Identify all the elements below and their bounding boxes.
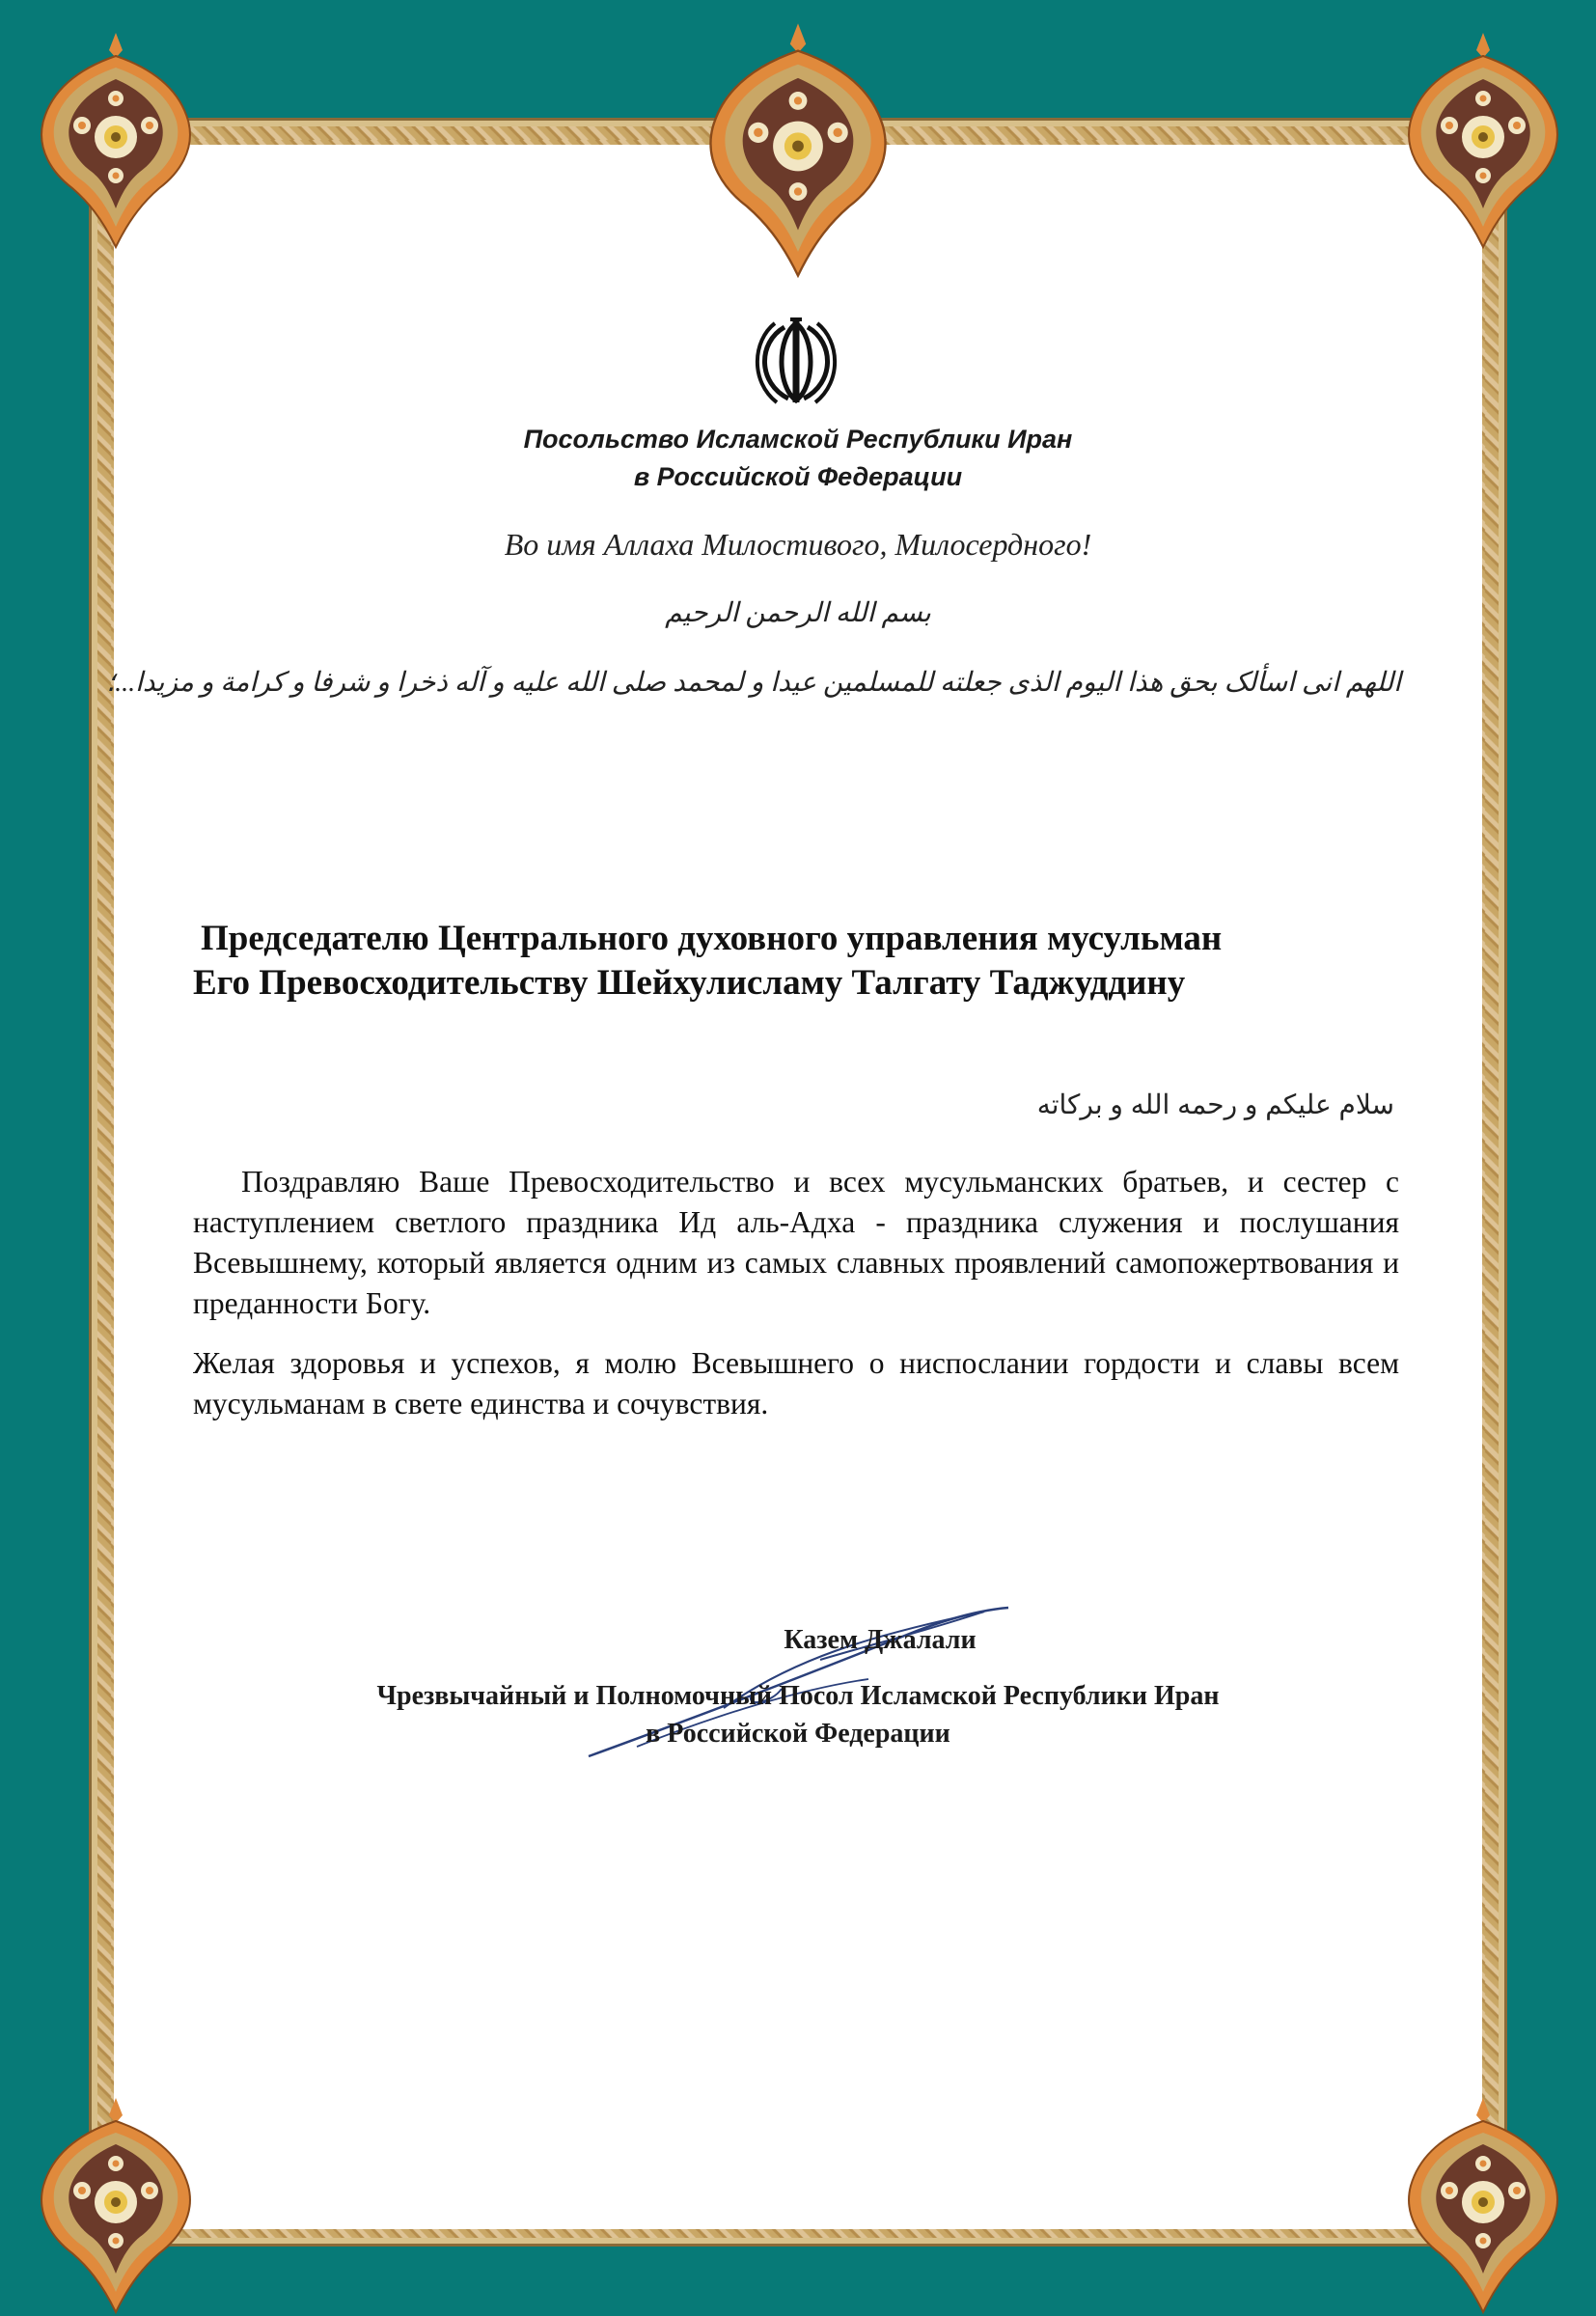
signatory-title-line-2: в Российской Федерации: [646, 1719, 950, 1749]
body-paragraph-1: Поздравляю Ваше Превосходительство и всех мусульманских братьев, и сестер с наступлением светлого праздника Ид аль-Адха - праздника служения и послушания Всевышнему, который является одним из самых славных проявлений самопожертвования и преданности Богу.: [193, 1165, 1399, 1320]
signature-block: [289, 1621, 1307, 1752]
signatory-name: Казем Джалали: [784, 1625, 977, 1655]
center-ornament-top: [702, 10, 894, 290]
invocation-russian: Во имя Аллаха Милостивого, Милосердного!: [504, 527, 1092, 562]
invocation-arabic-dua: اللهم انی اسألک بحق هذا الیوم الذی جعلته للمسلمین عیدا و لمحمد صلی الله علیه و آله ذخرا و شرفا و کرامة و مزیدا...؛: [106, 668, 1401, 698]
invocation-arabic-basmala: بسم الله الرحمن الرحیم: [665, 598, 931, 628]
embassy-name: [386, 421, 1210, 496]
signatory-title: [289, 1677, 1307, 1752]
corner-ornament-bottom-left: [34, 2094, 198, 2316]
arabic-greeting: سلام علیکم و رحمه الله و برکاته: [1036, 1089, 1394, 1119]
embassy-line-1: Посольство Исламской Республики Иран: [523, 425, 1073, 454]
letter-body: [193, 1162, 1399, 1444]
signatory-title-line-1: Чрезвычайный и Полномочный Посол Исламской Республики Иран: [376, 1681, 1220, 1711]
addressee-line-2: Его Превосходительству Шейхулисламу Талгату Таджуддину: [193, 963, 1186, 1003]
embassy-line-2: в Российской Федерации: [633, 462, 963, 491]
corner-ornament-top-left: [34, 29, 198, 251]
addressee-block: [193, 917, 1399, 1006]
addressee-line-1: Председателю Центрального духовного управления мусульман: [201, 919, 1223, 958]
body-paragraph-2: Желая здоровья и успехов, я молю Всевышнего о ниспослании гордости и славы всем мусульманам в свете единства и сочувствия.: [193, 1346, 1399, 1420]
corner-ornament-top-right: [1401, 29, 1565, 251]
corner-ornament-bottom-right: [1401, 2094, 1565, 2316]
iran-emblem-icon: [748, 314, 844, 410]
